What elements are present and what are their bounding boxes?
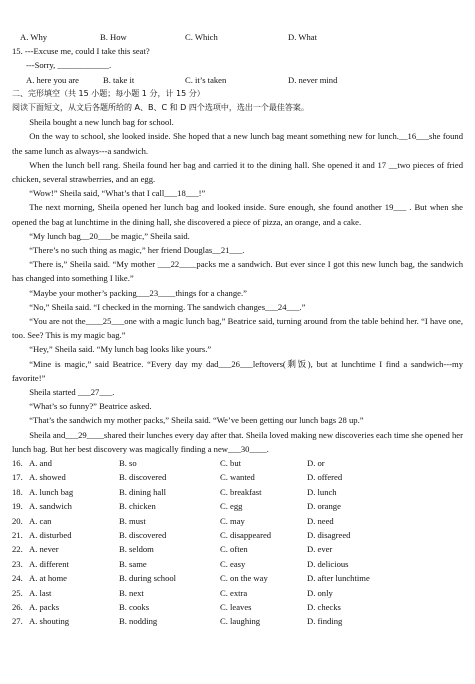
passage-paragraph: “What’s so funny?” Beatrice asked. bbox=[29, 401, 152, 412]
option-d: D. need bbox=[307, 515, 334, 526]
option-a: A. packs bbox=[29, 601, 60, 612]
passage-paragraph: Sheila and___29____shared their lunches every day after that. Sheila loved making new discoveries each time she opened her lunch bag. But her best discovery was magically finding a new___30____. bbox=[12, 429, 463, 454]
option-c: C. leaves bbox=[220, 601, 252, 612]
option-a: A. disturbed bbox=[29, 530, 72, 541]
option-a: A. and bbox=[29, 458, 52, 469]
q15-option-b: B. take it bbox=[103, 74, 135, 85]
answer-row-26 bbox=[12, 600, 463, 614]
question-number: 21. bbox=[12, 530, 23, 541]
passage-paragraph: When the lunch bell rang. Sheila found her bag and carried it to the dining hall. She opened it and 17 __two pieces of fried chicken, several strawberries, and an egg. bbox=[12, 159, 463, 184]
option-c: C. extra bbox=[220, 587, 248, 598]
option-d: D. ever bbox=[307, 544, 333, 555]
option-b: B. chicken bbox=[119, 501, 156, 512]
option-b: B. same bbox=[119, 558, 147, 569]
passage-paragraph: On the way to school, she looked inside. She hoped that a new lunch bag meant something new for lunch.__16___she found the same lunch as always---a sandwich. bbox=[12, 131, 463, 156]
option-c: C. on the way bbox=[220, 573, 268, 584]
passage-paragraph: “There’s no such thing as magic,” her friend Douglas__21___. bbox=[29, 245, 245, 256]
option-d: D. finding bbox=[307, 616, 343, 627]
option-b: B. cooks bbox=[119, 601, 150, 612]
option-d: D. disagreed bbox=[307, 530, 351, 541]
option-d: D. or bbox=[307, 458, 325, 469]
passage-paragraph: Sheila bought a new lunch bag for school. bbox=[29, 117, 174, 128]
option-b: B. dining hall bbox=[119, 486, 167, 497]
q14-options bbox=[12, 30, 463, 44]
option-d: D. delicious bbox=[307, 558, 349, 569]
passage-paragraph: The next morning, Sheila opened her lunch bag and looked inside. Sure enough, she found another 19___ . But when she opened the bag at lunchtime in the dining hall, she discovered a piece of pizza, an orange, and a cake. bbox=[12, 202, 463, 227]
option-a: A. can bbox=[29, 515, 52, 526]
option-b: B. discovered bbox=[119, 530, 167, 541]
option-a: A. different bbox=[29, 558, 69, 569]
passage-paragraph: “That’s the sandwich my mother packs,” Sheila said. “We’ve been getting our lunch bags 28 up.” bbox=[29, 415, 364, 426]
q15-option-d: D. never mind bbox=[288, 74, 338, 85]
answer-row-18 bbox=[12, 485, 463, 499]
section-instruction: 阅读下面短文，从文后各题所给的 A、B、C 和 D 四个选项中，选出一个最佳答案。 bbox=[12, 102, 309, 112]
option-a: A. never bbox=[29, 544, 59, 555]
option-a: A. at home bbox=[29, 573, 67, 584]
option-a: A. sandwich bbox=[29, 501, 72, 512]
option-c: C. wanted bbox=[220, 472, 255, 483]
answer-row-20 bbox=[12, 514, 463, 528]
question-number: 22. bbox=[12, 544, 23, 555]
option-d: D. offered bbox=[307, 472, 343, 483]
section-title: 二、完形填空（共 15 小题；每小题 1 分，计 15 分） bbox=[12, 88, 205, 98]
option-b: B. so bbox=[119, 458, 137, 469]
option-a: A. last bbox=[29, 587, 52, 598]
option-c: C. disappeared bbox=[220, 530, 272, 541]
question-number: 24. bbox=[12, 573, 23, 584]
option-b: B. discovered bbox=[119, 472, 167, 483]
question-number: 25. bbox=[12, 587, 23, 598]
option-c: C. easy bbox=[220, 558, 246, 569]
cloze-passage bbox=[12, 115, 463, 456]
q15-dialogue: ---Sorry, ____________. bbox=[26, 60, 112, 71]
passage-paragraph: “My lunch bag__20___be magic,” Sheila said. bbox=[29, 230, 190, 241]
question-number: 27. bbox=[12, 616, 23, 627]
answer-row-23 bbox=[12, 557, 463, 571]
answer-row-17 bbox=[12, 470, 463, 484]
option-c: C. breakfast bbox=[220, 486, 262, 497]
passage-paragraph: “No,” Sheila said. “I checked in the morning. The sandwich changes___24___.” bbox=[29, 301, 306, 312]
option-b: B. next bbox=[119, 587, 144, 598]
q14-option-b: B. How bbox=[100, 32, 127, 42]
answer-row-24 bbox=[12, 571, 463, 585]
q15-option-c: C. it’s taken bbox=[185, 74, 227, 85]
option-c: C. egg bbox=[220, 501, 243, 512]
option-d: D. checks bbox=[307, 601, 341, 612]
option-b: B. during school bbox=[119, 573, 177, 584]
option-b: B. seldom bbox=[119, 544, 154, 555]
q14-option-a: A. Why bbox=[20, 32, 48, 42]
question-number: 16. bbox=[12, 458, 23, 469]
passage-paragraph: “You are not the____25___one with a magic lunch bag,” Beatrice said, turning around from the table behind her. “I have one, too. See? This is my magic bag.” bbox=[12, 316, 463, 341]
q15-question: 15. ---Excuse me, could I take this seat? bbox=[12, 46, 150, 57]
option-d: D. after lunchtime bbox=[307, 573, 370, 584]
answer-row-25 bbox=[12, 586, 463, 600]
answer-options bbox=[12, 456, 463, 629]
option-d: D. lunch bbox=[307, 486, 337, 497]
q14-option-c: C. Which bbox=[185, 32, 218, 42]
option-d: D. orange bbox=[307, 501, 341, 512]
option-a: A. shouting bbox=[29, 616, 70, 627]
question-number: 19. bbox=[12, 501, 23, 512]
option-d: D. only bbox=[307, 587, 333, 598]
answer-row-21 bbox=[12, 528, 463, 542]
passage-paragraph: “Wow!” Sheila said, “What’s that I call___18___!” bbox=[29, 188, 206, 199]
option-a: A. showed bbox=[29, 472, 66, 483]
answer-row-27 bbox=[12, 614, 463, 628]
answer-row-22 bbox=[12, 542, 463, 556]
question-number: 17. bbox=[12, 472, 23, 483]
answer-row-19 bbox=[12, 499, 463, 513]
option-c: C. often bbox=[220, 544, 248, 555]
passage-paragraph: “Mine is magic,” said Beatrice. “Every day my dad___26___leftovers(剩饭), but at lunchtime I find a sandwich---my favorite!” bbox=[12, 358, 463, 383]
option-c: C. laughing bbox=[220, 616, 261, 627]
option-b: B. must bbox=[119, 515, 146, 526]
q15-option-a: A. here you are bbox=[26, 74, 79, 85]
passage-paragraph: “There is,” Sheila said. “My mother ___22____packs me a sandwich. But ever since I got this new lunch bag, the sandwich has changed into something I like.” bbox=[12, 259, 463, 284]
question-number: 26. bbox=[12, 601, 23, 612]
answer-row-16 bbox=[12, 456, 463, 470]
q15-options bbox=[12, 73, 463, 87]
option-a: A. lunch bag bbox=[29, 486, 74, 497]
passage-paragraph: “Maybe your mother’s packing___23____things for a change.” bbox=[29, 287, 247, 298]
q14-option-d: D. What bbox=[288, 32, 317, 42]
question-number: 20. bbox=[12, 515, 23, 526]
passage-paragraph: Sheila started ___27___. bbox=[29, 387, 115, 398]
passage-paragraph: “Hey,” Sheila said. “My lunch bag looks like yours.” bbox=[29, 344, 212, 355]
question-number: 23. bbox=[12, 558, 23, 569]
option-c: C. may bbox=[220, 515, 245, 526]
option-b: B. nodding bbox=[119, 616, 158, 627]
question-number: 18. bbox=[12, 486, 23, 497]
option-c: C. but bbox=[220, 458, 242, 469]
